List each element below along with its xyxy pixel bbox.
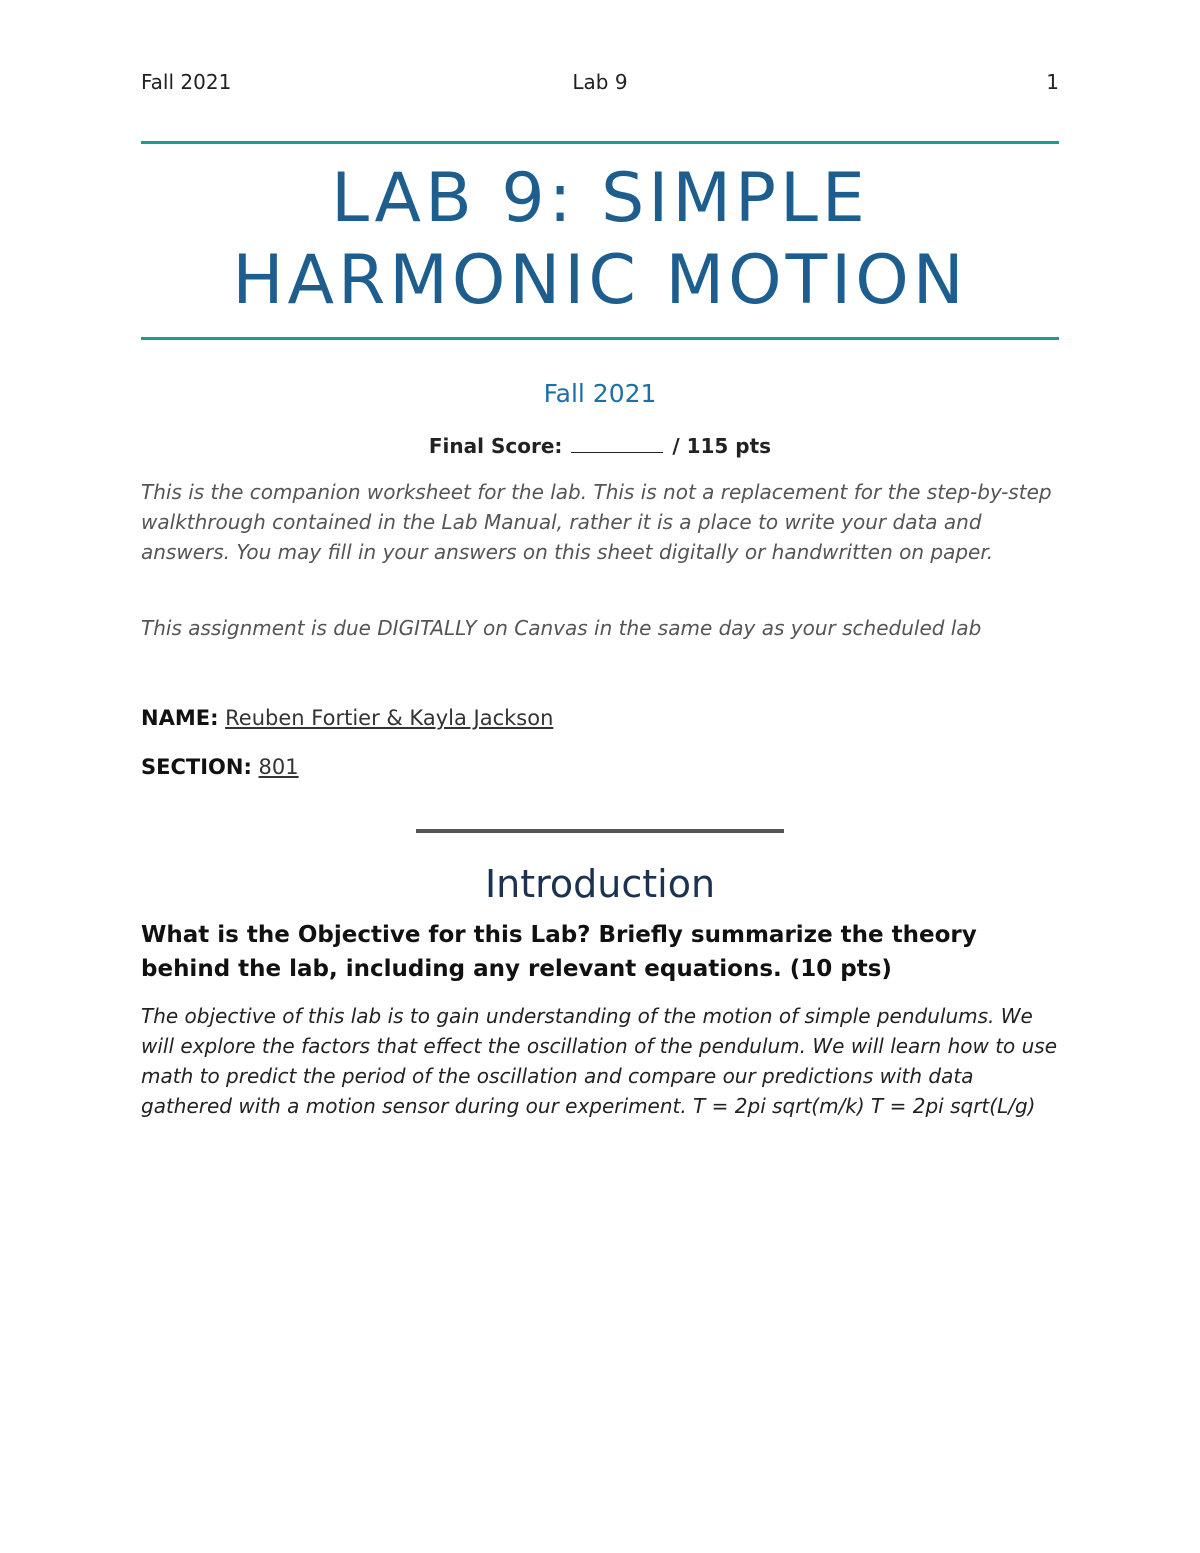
objective-answer[interactable]: The objective of this lab is to gain understanding of the motion of simple pendulums. We will explore the factors that effect the oscillation of the pendulum. We will learn how to use math to predict the period of the oscillation and compare our predictions with data gathered with a motion sensor during our experiment. T = 2pi sqrt(m/k) T = 2pi sqrt(L/g) [141,1004,1058,1118]
header-page-number: 1 [1046,70,1059,94]
document-title [141,158,1059,322]
objective-question: What is the Objective for this Lab? Briefly summarize the theory behind the lab, including any relevant equations. (10 pts) [141,922,977,982]
title-bottom-rule [141,337,1059,340]
final-score [141,432,1059,458]
section-label: SECTION: [141,755,252,779]
instructions-paragraph-1: This is the companion worksheet for the lab. This is not a replacement for the step-by-step walkthrough contained in the Lab Manual, rather it is a place to write your data and answers. You may fill in your answers on this sheet digitally or handwritten on paper. [141,480,1052,564]
name-field [141,706,553,730]
section-field [141,755,299,779]
page-header [141,70,1059,98]
header-term: Fall 2021 [141,70,232,94]
name-label: NAME: [141,706,219,730]
section-value[interactable]: 801 [258,755,299,779]
title-top-rule [141,141,1059,144]
final-score-label: Final Score: [428,434,563,458]
document-subtitle: Fall 2021 [543,379,657,408]
section-divider [416,829,784,833]
instructions-paragraph-2: This assignment is due DIGITALLY on Canvas in the same day as your scheduled lab [141,616,982,640]
title-line-1: LAB 9: SIMPLE [331,159,869,238]
introduction-heading: Introduction [484,862,716,906]
header-lab: Lab 9 [572,70,628,94]
final-score-blank[interactable] [571,432,663,453]
title-line-2: HARMONIC MOTION [232,241,968,320]
name-value[interactable]: Reuben Fortier & Kayla Jackson [225,706,554,730]
final-score-suffix: / 115 pts [672,434,772,458]
